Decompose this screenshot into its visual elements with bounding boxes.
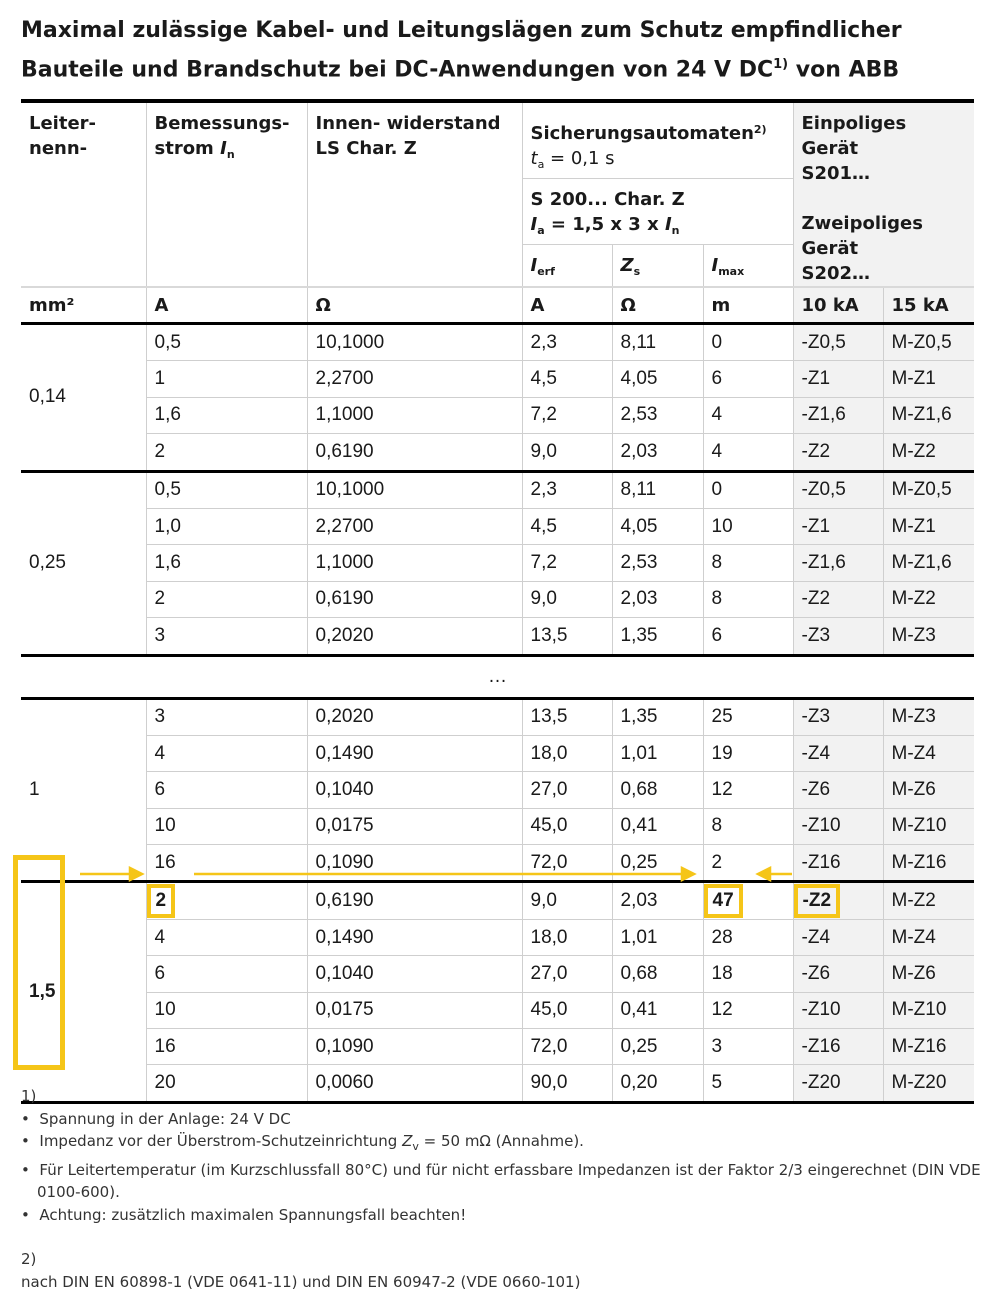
internal-resistance-value: 0,1090 (315, 1035, 374, 1057)
rated-current-value: 0,5 (154, 479, 181, 501)
footnote-bullet: • Für Leitertemperatur (im Kurzschlussfall 80°C) und für nicht erfassbare Impedanzen ist der Faktor 2/3 eingerechnet (DIN VDE 0100-600). (21, 1160, 981, 1201)
unit-cell: 15 kA (883, 287, 974, 324)
rated-current-value: 6 (154, 962, 166, 984)
ierf-value: 7,2 (530, 404, 557, 426)
rated-current-value: 3 (154, 706, 166, 728)
ierf-value: 4,5 (530, 368, 557, 390)
rated-current-value: 20 (154, 1072, 176, 1094)
imax-value: 12 (711, 999, 733, 1021)
device-10ka-value: -Z0,5 (801, 331, 846, 353)
imax-highlighted-value: 47 (704, 884, 743, 918)
ierf-value: 27,0 (530, 962, 568, 984)
device-10ka-value: -Z2 (801, 440, 831, 462)
internal-resistance-value: 1,1000 (315, 404, 374, 426)
footnote-1-label: 1) (21, 1087, 37, 1105)
ierf-value: 9,0 (530, 588, 557, 610)
internal-resistance-value: 0,1090 (315, 851, 374, 873)
internal-resistance-value: 0,0175 (315, 815, 374, 837)
ellipsis: … (21, 655, 974, 698)
ierf-value: 2,3 (530, 479, 557, 501)
device-10ka-value: -Z1,6 (801, 404, 846, 426)
device-10ka-value: -Z3 (801, 706, 831, 728)
rated-current-highlighted-value: 2 (147, 884, 176, 918)
internal-resistance-value: 1,1000 (315, 552, 374, 574)
device-10ka-value: -Z0,5 (801, 479, 846, 501)
internal-resistance-value: 0,6190 (315, 890, 374, 912)
internal-resistance-value: 10,1000 (315, 479, 385, 501)
unit-cell: m (703, 287, 793, 324)
imax-value: 18 (711, 962, 733, 984)
internal-resistance-value: 10,1000 (315, 331, 385, 353)
imax-value: 0 (711, 331, 723, 353)
device-15ka-value: M-Z1,6 (891, 404, 952, 426)
header-zs: $Z_s$ (612, 245, 703, 287)
unit-cell: Ω (612, 287, 703, 324)
header-rated-current: Bemessungs- strom $I_n$ (146, 103, 307, 287)
zs-value: 2,03 (620, 588, 658, 610)
device-15ka-value: M-Z4 (891, 742, 936, 764)
internal-resistance-value: 0,6190 (315, 588, 374, 610)
unit-cell: 10 kA (793, 287, 883, 324)
footnote-2-text: nach DIN EN 60898-1 (VDE 0641-11) und DIN EN 60947-2 (VDE 0660-101) (21, 1272, 581, 1291)
imax-value: 4 (711, 440, 723, 462)
imax-value: 10 (711, 515, 733, 537)
device-15ka-value: M-Z3 (891, 706, 936, 728)
unit-cell: A (522, 287, 612, 324)
rated-current-value: 4 (154, 926, 166, 948)
zs-value: 1,35 (620, 706, 658, 728)
rated-current-value: 2 (154, 588, 166, 610)
internal-resistance-value: 2,2700 (315, 368, 374, 390)
footnotes (21, 1085, 981, 1293)
zs-value: 1,35 (620, 624, 658, 646)
arrow-head (682, 868, 694, 880)
rated-current-value: 6 (154, 778, 166, 800)
device-15ka-value: M-Z6 (891, 778, 936, 800)
imax-value: 4 (711, 404, 723, 426)
rated-current-value: 16 (154, 1035, 176, 1057)
device-15ka-value: M-Z20 (891, 1072, 947, 1094)
ierf-value: 9,0 (530, 890, 557, 912)
zs-value: 2,53 (620, 404, 658, 426)
imax-value: 8 (711, 815, 723, 837)
device-10ka-value: -Z6 (801, 778, 831, 800)
internal-resistance-value: 0,0175 (315, 999, 374, 1021)
header-s200: S 200... Char. Z $I_a = 1,5$ x 3 x $I_n$ (522, 179, 793, 245)
rated-current-value: 1,6 (154, 404, 181, 426)
device-15ka-value: M-Z0,5 (891, 331, 952, 353)
zs-value: 8,11 (620, 479, 657, 501)
device-10ka-value: -Z10 (801, 815, 841, 837)
unit-cell: A (146, 287, 307, 324)
device-10ka-value: -Z1 (801, 368, 831, 390)
device-10ka-value: -Z4 (801, 742, 831, 764)
imax-value: 3 (711, 1035, 723, 1057)
zs-value: 2,03 (620, 890, 658, 912)
internal-resistance-value: 0,1490 (315, 926, 374, 948)
footnote-bullet: • Achtung: zusätzlich maximalen Spannungsfall beachten! (21, 1205, 467, 1224)
conductor-size: 1 (21, 698, 146, 882)
device-15ka-value: M-Z4 (891, 926, 936, 948)
header-imax: $I_{max}$ (703, 245, 793, 287)
header-internal-resistance: Innen- widerstand LS Char. Z (307, 103, 522, 287)
device-10ka-highlighted-value: -Z2 (794, 884, 841, 918)
unit-cell: Ω (307, 287, 522, 324)
device-10ka-value: -Z1,6 (801, 552, 846, 574)
zs-value: 0,25 (620, 851, 658, 873)
rated-current-value: 3 (154, 624, 166, 646)
zs-value: 0,41 (620, 999, 658, 1021)
zs-value: 2,53 (620, 552, 658, 574)
device-10ka-value: -Z1 (801, 515, 831, 537)
imax-value: 5 (711, 1072, 723, 1094)
rated-current-value: 4 (154, 742, 166, 764)
arrow-head (130, 868, 142, 880)
zs-value: 1,01 (620, 926, 658, 948)
zs-value: 1,01 (620, 742, 658, 764)
device-15ka-value: M-Z3 (891, 624, 936, 646)
rated-current-value: 1,6 (154, 552, 181, 574)
rated-current-value: 1 (154, 368, 166, 390)
imax-value: 6 (711, 368, 723, 390)
ierf-value: 18,0 (530, 742, 568, 764)
ierf-value: 72,0 (530, 1035, 568, 1057)
device-15ka-value: M-Z1,6 (891, 552, 952, 574)
imax-value: 12 (711, 778, 733, 800)
zs-value: 0,68 (620, 778, 658, 800)
imax-value: 8 (711, 552, 723, 574)
imax-value: 19 (711, 742, 733, 764)
zs-value: 0,25 (620, 1035, 658, 1057)
internal-resistance-value: 0,2020 (315, 624, 374, 646)
internal-resistance-value: 0,6190 (315, 440, 374, 462)
ierf-value: 18,0 (530, 926, 568, 948)
internal-resistance-value: 0,0060 (315, 1072, 374, 1094)
ierf-value: 45,0 (530, 815, 568, 837)
device-15ka-value: M-Z2 (891, 440, 936, 462)
footnote-bullet: • Impedanz vor der Überstrom-Schutzeinrichtung $Z_v = 50$ mΩ (Annahme). (21, 1132, 584, 1153)
arrow-head (758, 868, 770, 880)
header-conductor: Leiter- nenn- (29, 113, 97, 159)
ierf-value: 45,0 (530, 999, 568, 1021)
device-10ka-value: -Z3 (801, 624, 831, 646)
device-10ka-value: -Z4 (801, 926, 831, 948)
footnote-bullet: • Spannung in der Anlage: 24 V DC (21, 1109, 291, 1128)
rated-current-value: 1,0 (154, 515, 181, 537)
ierf-value: 4,5 (530, 515, 557, 537)
rated-current-value: 10 (154, 999, 176, 1021)
device-15ka-value: M-Z2 (891, 588, 936, 610)
imax-value: 2 (711, 851, 723, 873)
header-ierf: $I_{erf}$ (522, 245, 612, 287)
rated-current-value: 0,5 (154, 331, 181, 353)
device-10ka-value: -Z2 (801, 588, 831, 610)
zs-value: 0,20 (620, 1072, 658, 1094)
conductor-size: 0,25 (21, 471, 146, 655)
device-15ka-value: M-Z10 (891, 999, 947, 1021)
ierf-value: 13,5 (530, 706, 568, 728)
title-line-2: Bauteile und Brandschutz bei DC-Anwendungen von 24 V DC$^{1)}$ von ABB (21, 57, 900, 83)
imax-value: 25 (711, 706, 733, 728)
header-device: Einpoliges Gerät S201… Zweipoliges Gerät S202… (793, 103, 974, 287)
internal-resistance-value: 2,2700 (315, 515, 374, 537)
device-15ka-value: M-Z10 (891, 815, 947, 837)
zs-value: 8,11 (620, 331, 657, 353)
device-15ka-value: M-Z16 (891, 851, 947, 873)
zs-value: 2,03 (620, 440, 658, 462)
conductor-size: 1,5 (21, 882, 146, 1102)
unit-cell: mm² (21, 287, 146, 324)
footnote-2-label: 2) (21, 1250, 37, 1268)
device-10ka-value: -Z16 (801, 1035, 841, 1057)
internal-resistance-value: 0,2020 (315, 706, 374, 728)
ierf-value: 27,0 (530, 778, 568, 800)
imax-value: 8 (711, 588, 723, 610)
device-10ka-value: -Z16 (801, 851, 841, 873)
device-15ka-value: M-Z16 (891, 1035, 947, 1057)
device-15ka-value: M-Z1 (891, 368, 936, 390)
zs-value: 4,05 (620, 515, 658, 537)
rated-current-value: 2 (154, 440, 166, 462)
ierf-value: 72,0 (530, 851, 568, 873)
rated-current-value: 10 (154, 815, 176, 837)
ierf-value: 2,3 (530, 331, 557, 353)
rated-current-value: 16 (154, 851, 176, 873)
device-10ka-value: -Z10 (801, 999, 841, 1021)
device-10ka-value: -Z6 (801, 962, 831, 984)
internal-resistance-value: 0,1040 (315, 778, 374, 800)
internal-resistance-value: 0,1040 (315, 962, 374, 984)
imax-value: 0 (711, 479, 723, 501)
header-circuit-breakers: Sicherungsautomaten$^{2)}$ $t_a = 0,1$ s (522, 103, 793, 179)
title-line-1: Maximal zulässige Kabel- und Leitungslägen zum Schutz empfindlicher (21, 18, 902, 43)
device-10ka-value: -Z20 (801, 1072, 841, 1094)
imax-value: 28 (711, 926, 733, 948)
ierf-value: 7,2 (530, 552, 557, 574)
device-15ka-value: M-Z1 (891, 515, 936, 537)
zs-value: 4,05 (620, 368, 658, 390)
imax-value: 6 (711, 624, 723, 646)
ierf-value: 9,0 (530, 440, 557, 462)
zs-value: 0,41 (620, 815, 658, 837)
device-15ka-value: M-Z6 (891, 962, 936, 984)
conductor-size: 0,14 (21, 324, 146, 472)
internal-resistance-value: 0,1490 (315, 742, 374, 764)
ierf-value: 90,0 (530, 1072, 568, 1094)
zs-value: 0,68 (620, 962, 658, 984)
ierf-value: 13,5 (530, 624, 568, 646)
device-15ka-value: M-Z2 (891, 890, 936, 912)
device-15ka-value: M-Z0,5 (891, 479, 952, 501)
